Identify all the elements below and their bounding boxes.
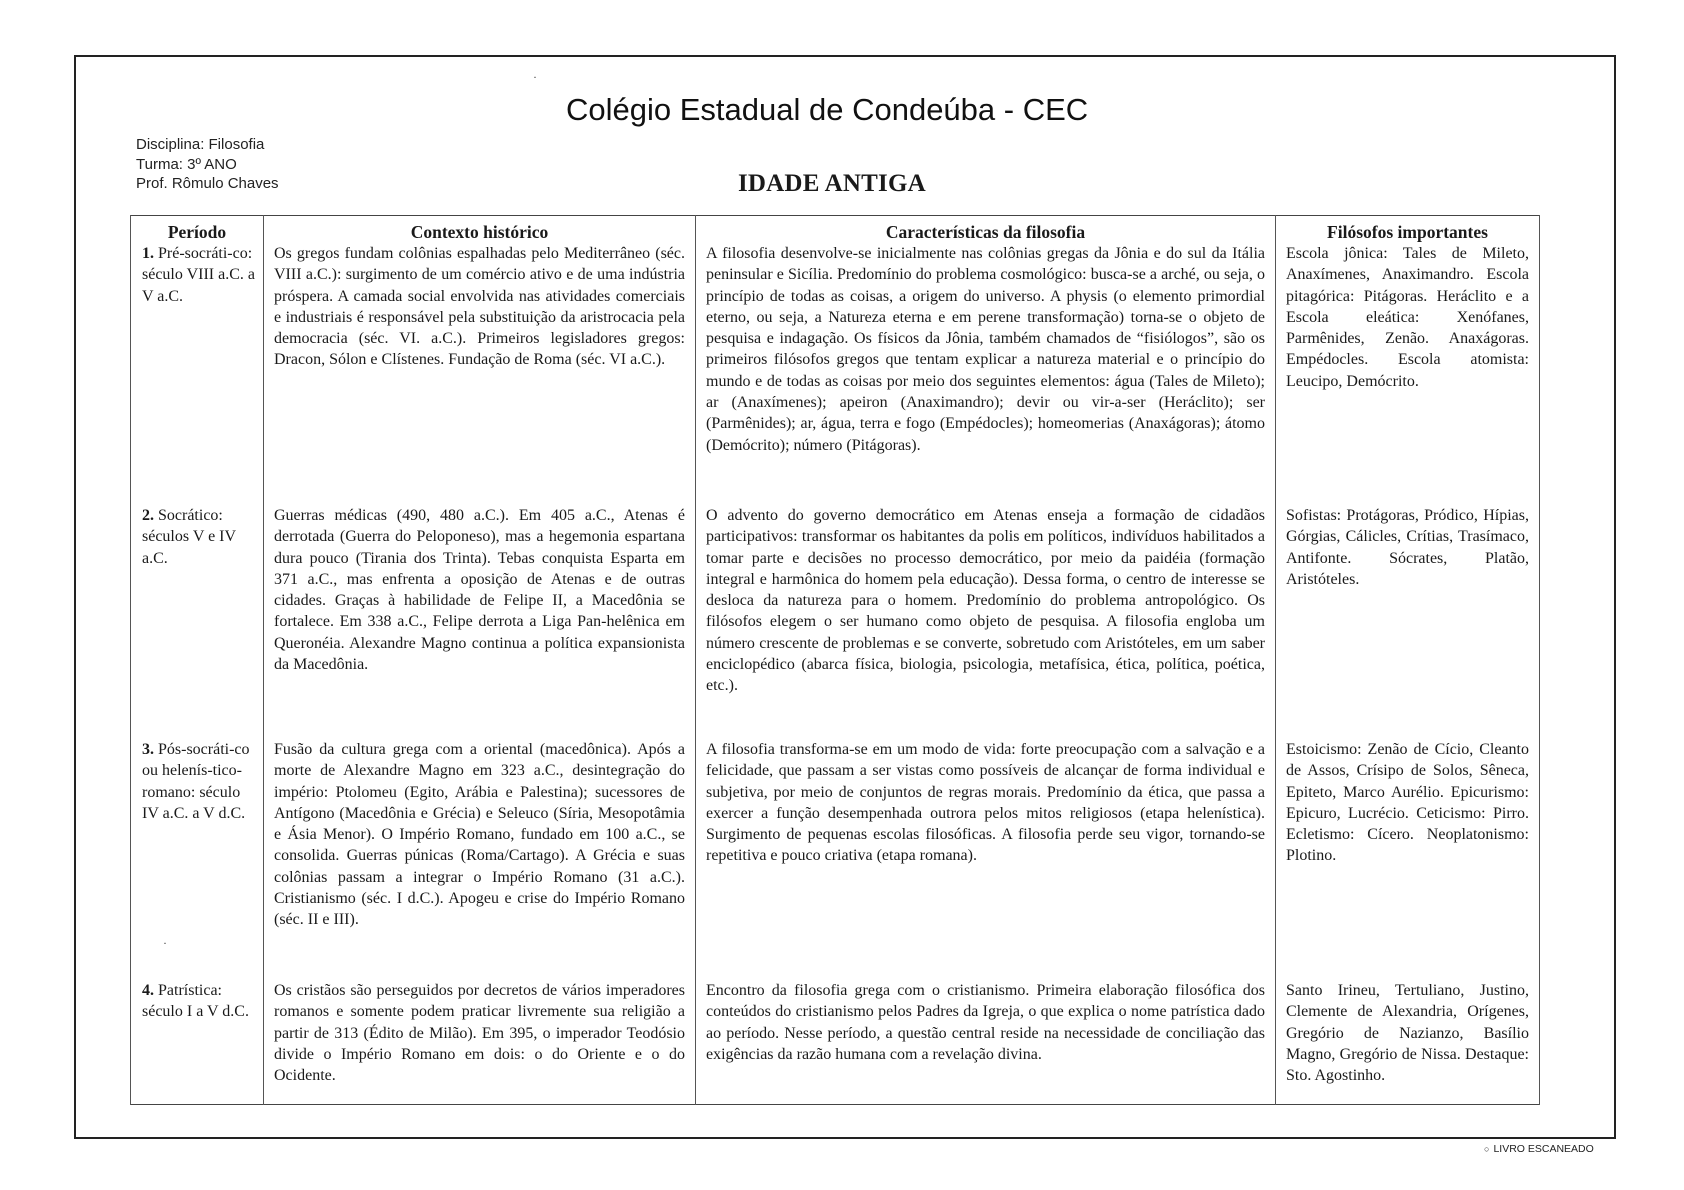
discipline-label: Disciplina: Filosofia	[136, 136, 265, 153]
header-period: Período	[131, 216, 264, 244]
philosophers-cell: Escola jônica: Tales de Mileto, Anaxímenes, Anaximandro. Escola pitagórica: Pitágoras. Heráclito e a Escola eleática: Xenófanes, Parmênides, Zenão. Anaxágoras. Empédocles. Escola atomista: Leucipo, Demócrito.	[1276, 243, 1540, 505]
period-name: Socrático: séculos V e IV a.C.	[142, 507, 236, 567]
philosophy-cell: A filosofia transforma-se em um modo de vida: forte preocupação com a salvação e a felicidade, que passam a ser vistas como possíveis de alcançar de forma individual e subjetiva, por meio de conjuntos de regras morais. Predomínio da ética, que passa a exercer a função desempenhada outrora pelos mitos religiosos (etapa helenística). Surgimento de pequenas escolas filosóficas. A filosofia perde seu vigor, tornando-se repetitiva e pouco criativa (etapa romana).	[696, 739, 1276, 980]
teacher-label: Prof. Rômulo Chaves	[136, 175, 279, 192]
period-name: Pré-socráti-co: século VIII a.C. a V a.C.	[142, 245, 255, 305]
philosophers-cell: Sofistas: Protágoras, Pródico, Hípias, Górgias, Cálicles, Crítias, Trasímaco, Antifonte. Sócrates, Platão, Aristóteles.	[1276, 505, 1540, 739]
context-cell: Os gregos fundam colônias espalhadas pelo Mediterrâneo (séc. VIII a.C.): surgimento de um comércio ativo e de uma indústria próspera. A camada social envolvida nas atividades comerciais e industriais é responsável pela substituição da aristrocacia pela democracia (séc. VI. a.C.). Primeiros legisladores gregos: Dracon, Sólon e Clístenes. Fundação de Roma (séc. VI a.C.).	[264, 243, 696, 505]
period-cell	[131, 505, 264, 739]
table-row	[131, 505, 1540, 739]
period-number: 2.	[142, 507, 154, 524]
header-philosophers: Filósofos importantes	[1276, 216, 1540, 244]
scan-note	[1484, 1143, 1594, 1155]
circle-icon: ○	[1484, 1144, 1490, 1154]
period-name: Patrística: século I a V d.C.	[142, 982, 249, 1021]
table-row	[131, 739, 1540, 980]
table-row	[131, 243, 1540, 505]
period-cell	[131, 739, 264, 980]
school-name: Colégio Estadual de Condeúba - CEC	[566, 92, 1089, 127]
philosophy-cell: A filosofia desenvolve-se inicialmente nas colônias gregas da Jônia e do sul da Itália peninsular e Sicília. Predomínio do problema cosmológico: busca-se a arché, ou seja, o princípio de todas as coisas, a origem do universo. A physis (o elemento primordial eterno, ou seja, a Natureza eterna e em perene transformação) torna-se o objeto de pesquisa e indagação. Os físicos da Jônia, também chamados de “fisiólogos”, são os primeiros filósofos gregos que tentam explicar a natureza material e o princípio do mundo e de todas as coisas por meio dos seguintes elementos: água (Tales de Mileto); ar (Anaxímenes); apeiron (Anaximandro); devir ou vir-a-ser (Heráclito); ser (Parmênides); ar, água, terra e fogo (Empédocles); homeomerias (Anaxágoras); átomo (Demócrito); número (Pitágoras).	[696, 243, 1276, 505]
scan-speck: ·	[533, 70, 537, 84]
scan-note-label: LIVRO ESCANEADO	[1493, 1143, 1594, 1155]
philosophers-cell: Estoicismo: Zenão de Cício, Cleanto de Assos, Crísipo de Solos, Sêneca, Epiteto, Marco Aurélio. Epicurismo: Epicuro, Lucrécio. Ceticismo: Pirro. Ecletismo: Cícero. Neoplatonismo: Plotino.	[1276, 739, 1540, 980]
scan-speck: ·	[163, 936, 167, 950]
period-cell	[131, 980, 264, 1105]
philosophy-cell: Encontro da filosofia grega com o cristianismo. Primeira elaboração filosófica dos conteúdos do cristianismo pelos Padres da Igreja, o que explica o nome patrística dado ao período. Nesse período, a questão central reside na necessidade de conciliação das exigências da razão humana com a revelação divina.	[696, 980, 1276, 1105]
context-cell: Guerras médicas (490, 480 a.C.). Em 405 a.C., Atenas é derrotada (Guerra do Peloponeso), mas a hegemonia espartana dura pouco (Tirania dos Trinta). Tebas conquista Esparta em 371 a.C., mas enfrenta a oposição de Atenas e de outras cidades. Graças à habilidade de Felipe II, a Macedônia se fortalece. Em 338 a.C., Felipe derrota a Liga Pan-helênica em Queronéia. Alexandre Magno continua a política expansionista da Macedônia.	[264, 505, 696, 739]
philosophy-periods-table	[130, 215, 1540, 1105]
context-cell: Fusão da cultura grega com a oriental (macedônica). Após a morte de Alexandre Magno em 323 a.C., desintegração do império: Ptolomeu (Egito, Arábia e Palestina); sucessores de Antígono (Macedônia e Grécia) e Seleuco (Síria, Mesopotâmia e Ásia Menor). O Império Romano, fundado em 100 a.C., se consolida. Guerras púnicas (Roma/Cartago). A Grécia e suas colônias passam a integrar o Império Romano (31 a.C.). Cristianismo (séc. I d.C.). Apogeu e crise do Império Romano (séc. II e III).	[264, 739, 696, 980]
context-cell: Os cristãos são perseguidos por decretos de vários imperadores romanos e somente podem praticar livremente sua religião a partir de 313 (Édito de Milão). Em 395, o imperador Teodósio divide o Império Romano em dois: o do Oriente e o do Ocidente.	[264, 980, 696, 1105]
class-label: Turma: 3º ANO	[136, 155, 237, 173]
page-title: IDADE ANTIGA	[738, 170, 926, 197]
table-header-row	[131, 216, 1540, 244]
table-row	[131, 980, 1540, 1105]
period-number: 4.	[142, 982, 154, 999]
period-name: Pós-socráti-co ou helenís-tico-romano: século IV a.C. a V d.C.	[142, 741, 250, 822]
header-context: Contexto histórico	[264, 216, 696, 244]
period-cell	[131, 243, 264, 505]
philosophers-cell: Santo Irineu, Tertuliano, Justino, Clemente de Alexandria, Orígenes, Gregório de Nazianzo, Basílio Magno, Gregório de Nissa. Destaque: Sto. Agostinho.	[1276, 980, 1540, 1105]
period-number: 3.	[142, 741, 154, 758]
philosophy-cell: O advento do governo democrático em Atenas enseja a formação de cidadãos participativos: transformar os habitantes da polis em políticos, indivíduos habilitados a tomar parte e decisões no processo democrático, por meio da paidéia (formação integral e harmônica do homem pela educação). Dessa forma, o centro de interesse se desloca da natureza para o homem. Predomínio do problema antropológico. Os filósofos elegem o ser humano como objeto de pesquisa. A filosofia engloba um número crescente de problemas e se converte, sobretudo com Aristóteles, em um saber enciclopédico (abarca física, biologia, psicologia, metafísica, ética, política, poética, etc.).	[696, 505, 1276, 739]
period-number: 1.	[142, 245, 154, 262]
header-philosophy: Características da filosofia	[696, 216, 1276, 244]
course-info	[136, 135, 279, 194]
